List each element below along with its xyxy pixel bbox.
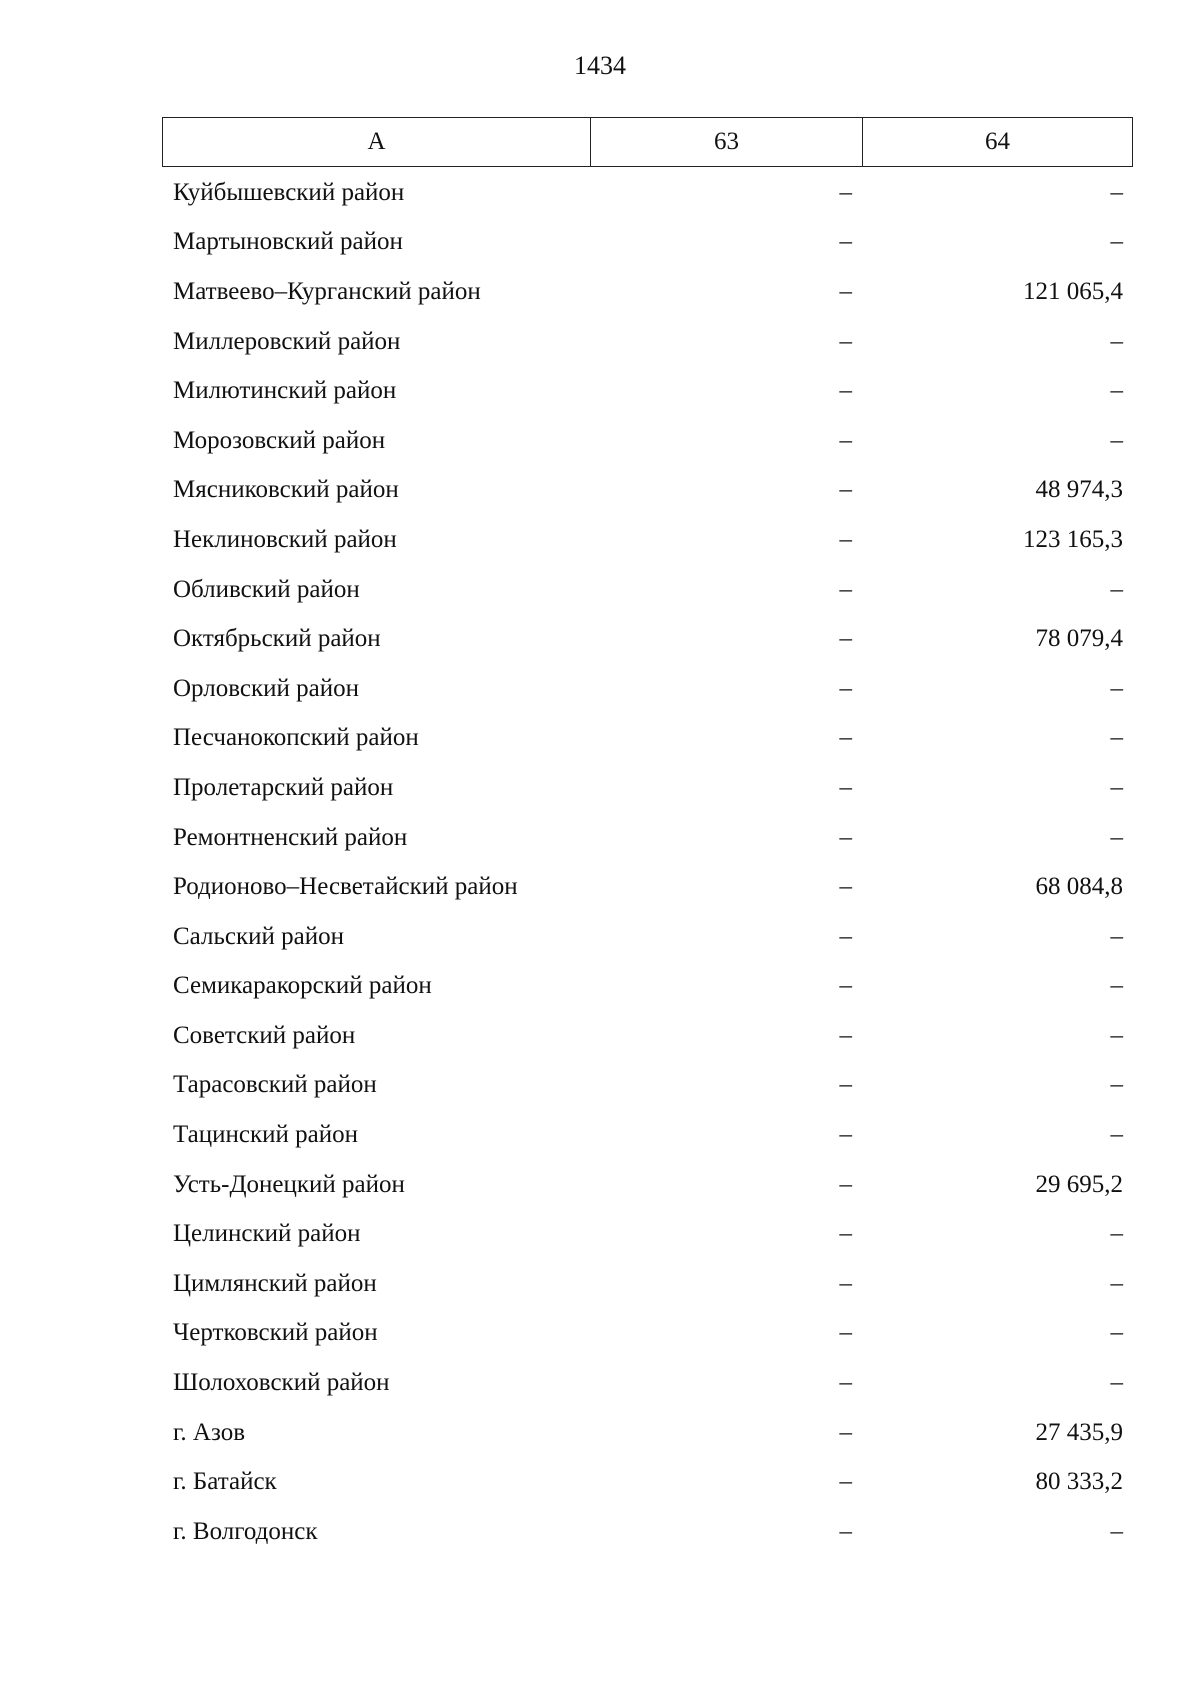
- row-name: г. Волгодонск: [173, 1517, 318, 1545]
- row-value-63: –: [839, 476, 852, 504]
- table-row: [162, 416, 1133, 466]
- row-name: Советский район: [173, 1021, 356, 1049]
- row-value-63: –: [839, 922, 852, 950]
- row-value-64: 78 079,4: [1035, 625, 1123, 653]
- row-name: Матвеево–Курганский район: [173, 277, 481, 305]
- row-value-63: –: [839, 1418, 852, 1446]
- row-value-63: –: [839, 873, 852, 901]
- row-value-64: –: [1110, 1319, 1123, 1347]
- row-value-63: –: [839, 377, 852, 405]
- table-row: [162, 763, 1133, 813]
- row-value-63: –: [839, 972, 852, 1000]
- row-value-63: –: [839, 1121, 852, 1149]
- row-value-63: –: [839, 1071, 852, 1099]
- table-row: [162, 813, 1133, 863]
- row-name: Неклиновский район: [173, 525, 397, 553]
- row-value-64: –: [1110, 972, 1123, 1000]
- table-row: [162, 1309, 1133, 1359]
- row-value-64: 27 435,9: [1035, 1418, 1123, 1446]
- row-name: Милютинский район: [173, 377, 397, 405]
- row-value-64: 48 974,3: [1035, 476, 1123, 504]
- row-value-63: –: [839, 327, 852, 355]
- row-name: Цимлянский район: [173, 1269, 377, 1297]
- row-value-64: –: [1110, 178, 1123, 206]
- row-value-64: –: [1110, 724, 1123, 752]
- row-name: Семикаракорский район: [173, 972, 432, 1000]
- row-value-64: –: [1110, 1021, 1123, 1049]
- table-row: [162, 1209, 1133, 1259]
- row-name: Орловский район: [173, 674, 359, 702]
- row-value-64: –: [1110, 228, 1123, 256]
- table-header: [162, 117, 1133, 167]
- table-row: [162, 1408, 1133, 1458]
- row-value-64: 121 065,4: [1023, 277, 1123, 305]
- row-value-64: –: [1110, 773, 1123, 801]
- row-value-64: –: [1110, 1220, 1123, 1248]
- row-value-64: –: [1110, 823, 1123, 851]
- table-row: [162, 1507, 1133, 1557]
- row-value-63: –: [839, 178, 852, 206]
- row-value-64: –: [1110, 426, 1123, 454]
- header-column-a: А: [163, 118, 591, 166]
- row-value-64: –: [1110, 1121, 1123, 1149]
- table-row: [162, 168, 1133, 218]
- row-name: г. Батайск: [173, 1468, 277, 1496]
- table-row: [162, 912, 1133, 962]
- row-value-64: 29 695,2: [1035, 1170, 1123, 1198]
- table-row: [162, 1160, 1133, 1210]
- row-value-64: –: [1110, 1071, 1123, 1099]
- table-row: [162, 714, 1133, 764]
- table-row: [162, 962, 1133, 1012]
- table-row: [162, 366, 1133, 416]
- row-value-63: –: [839, 1170, 852, 1198]
- row-name: Чертковский район: [173, 1319, 378, 1347]
- table-row: [162, 267, 1133, 317]
- row-value-63: –: [839, 426, 852, 454]
- row-value-63: –: [839, 1517, 852, 1545]
- row-value-63: –: [839, 1468, 852, 1496]
- row-name: Родионово–Несветайский район: [173, 873, 518, 901]
- row-value-63: –: [839, 525, 852, 553]
- row-value-64: –: [1110, 922, 1123, 950]
- row-value-64: 80 333,2: [1035, 1468, 1123, 1496]
- row-name: Мясниковский район: [173, 476, 399, 504]
- row-name: Сальский район: [173, 922, 344, 950]
- row-name: Целинский район: [173, 1220, 361, 1248]
- row-value-63: –: [839, 724, 852, 752]
- row-value-63: –: [839, 674, 852, 702]
- row-name: Тарасовский район: [173, 1071, 377, 1099]
- row-name: Ремонтненский район: [173, 823, 408, 851]
- row-name: Шолоховский район: [173, 1369, 390, 1397]
- row-value-64: –: [1110, 1369, 1123, 1397]
- row-value-63: –: [839, 1220, 852, 1248]
- table-row: [162, 317, 1133, 367]
- table-row: [162, 614, 1133, 664]
- row-value-64: –: [1110, 327, 1123, 355]
- table-row: [162, 1259, 1133, 1309]
- row-value-64: 68 084,8: [1035, 873, 1123, 901]
- row-value-64: 123 165,3: [1023, 525, 1123, 553]
- table-row: [162, 1061, 1133, 1111]
- row-value-63: –: [839, 1319, 852, 1347]
- table-row: [162, 1358, 1133, 1408]
- table-row: [162, 218, 1133, 268]
- row-value-64: –: [1110, 1517, 1123, 1545]
- row-value-63: –: [839, 1269, 852, 1297]
- row-value-63: –: [839, 1021, 852, 1049]
- row-value-64: –: [1110, 674, 1123, 702]
- row-name: Морозовский район: [173, 426, 386, 454]
- row-value-64: –: [1110, 377, 1123, 405]
- table-row: [162, 515, 1133, 565]
- row-value-63: –: [839, 823, 852, 851]
- table-row: [162, 664, 1133, 714]
- row-name: Песчанокопский район: [173, 724, 419, 752]
- page-number: 1434: [574, 51, 626, 80]
- row-name: Усть-Донецкий район: [173, 1170, 405, 1198]
- row-name: Мартыновский район: [173, 228, 403, 256]
- table-row: [162, 1110, 1133, 1160]
- table-row: [162, 1457, 1133, 1507]
- row-name: г. Азов: [173, 1418, 246, 1446]
- row-name: Миллеровский район: [173, 327, 401, 355]
- row-value-63: –: [839, 1369, 852, 1397]
- row-name: Пролетарский район: [173, 773, 394, 801]
- table-row: [162, 466, 1133, 516]
- row-name: Куйбышевский район: [173, 178, 405, 206]
- table-row: [162, 1011, 1133, 1061]
- row-value-63: –: [839, 228, 852, 256]
- row-name: Октябрьский район: [173, 625, 381, 653]
- row-value-63: –: [839, 625, 852, 653]
- row-value-64: –: [1110, 575, 1123, 603]
- row-value-63: –: [839, 277, 852, 305]
- row-value-63: –: [839, 575, 852, 603]
- row-value-64: –: [1110, 1269, 1123, 1297]
- row-value-63: –: [839, 773, 852, 801]
- row-name: Тацинский район: [173, 1121, 358, 1149]
- table-body: [162, 168, 1133, 1557]
- table-row: [162, 565, 1133, 615]
- header-column-64: 64: [985, 128, 1010, 155]
- header-column-63: 63: [591, 118, 863, 166]
- row-name: Обливский район: [173, 575, 360, 603]
- table-row: [162, 862, 1133, 912]
